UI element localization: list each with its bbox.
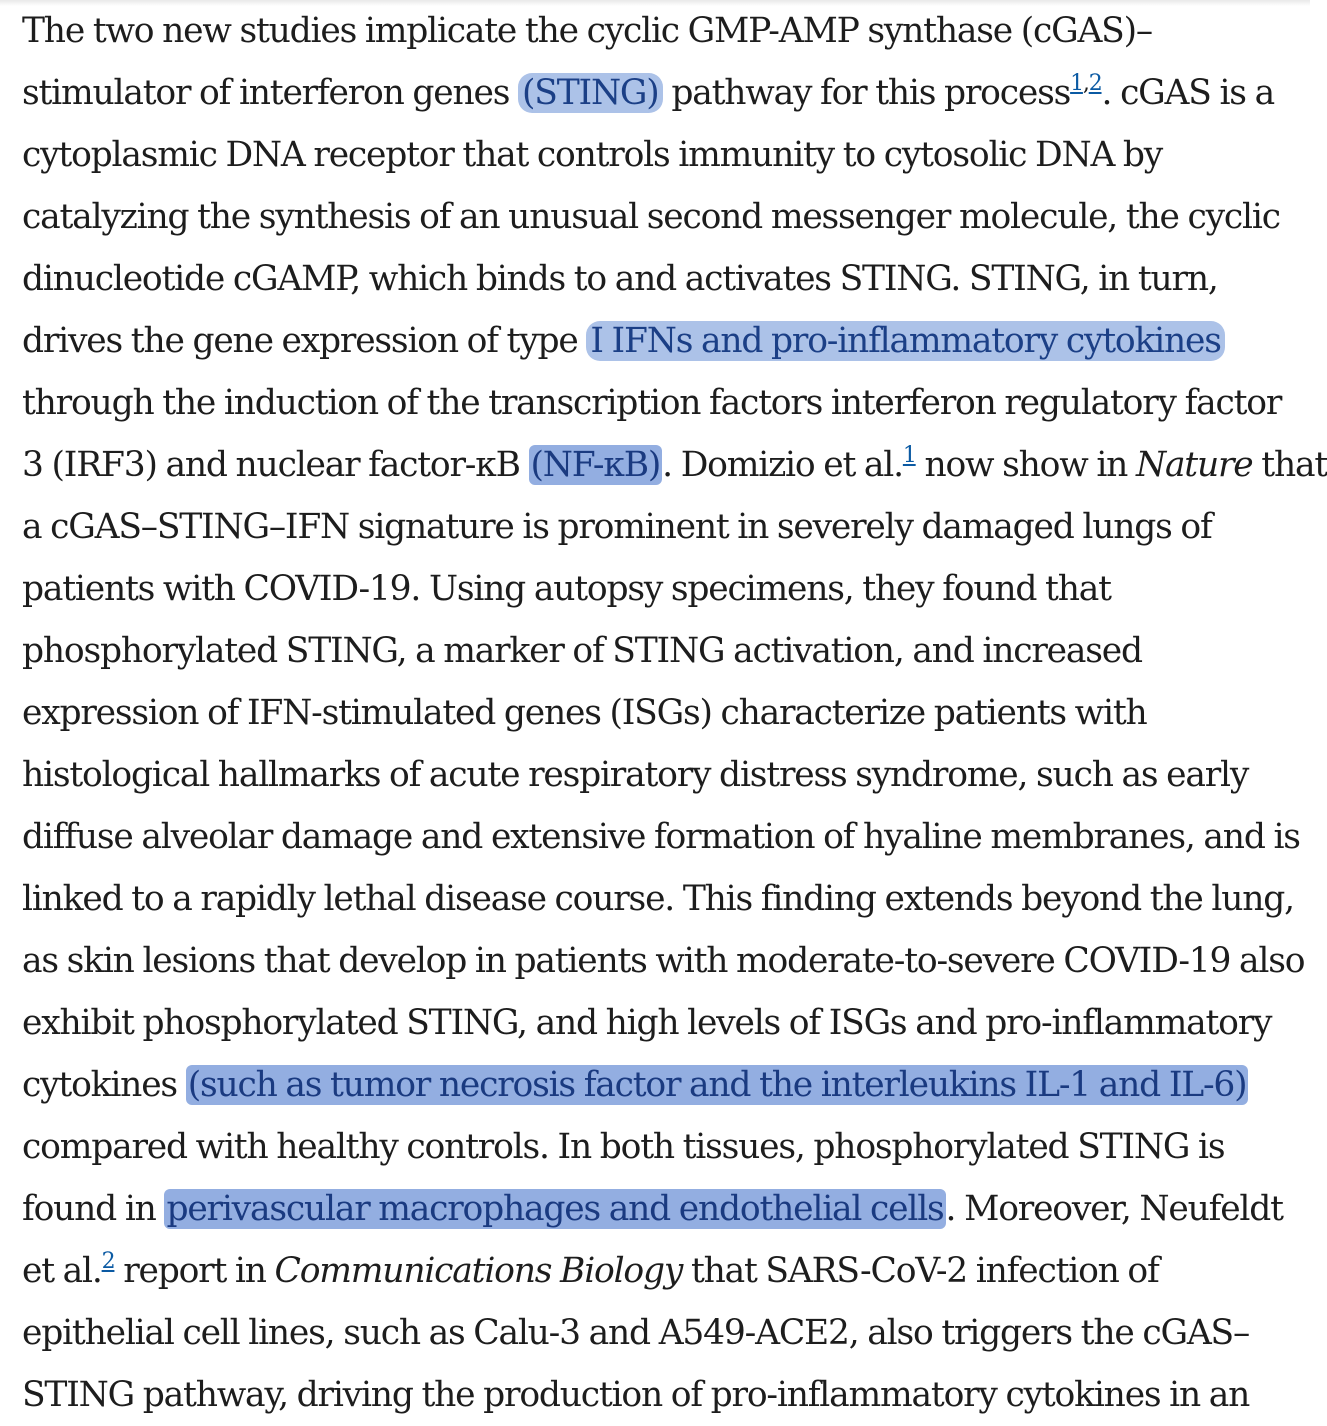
text-run: et al. xyxy=(22,1251,102,1291)
text-line xyxy=(22,992,1288,1054)
text-line xyxy=(22,186,1288,248)
text-run: that xyxy=(1252,445,1327,485)
text-run: 3 (IRF3) and nuclear factor-κB xyxy=(22,445,529,485)
text-line xyxy=(22,1240,1288,1302)
text-line xyxy=(22,744,1288,806)
text-line xyxy=(22,62,1288,124)
text-run: expression of IFN-stimulated genes (ISGs) characterize patients with xyxy=(22,693,1147,733)
text-line xyxy=(22,682,1288,744)
text-run: through the induction of the transcription factors interferon regulatory factor xyxy=(22,383,1282,423)
text-run: STING pathway, driving the production of pro-inflammatory cytokines in an xyxy=(22,1375,1250,1415)
text-run: . Domizio et al. xyxy=(662,445,903,485)
text-run: a cGAS–STING–IFN signature is prominent in severely damaged lungs of xyxy=(22,507,1212,547)
text-run: histological hallmarks of acute respiratory distress syndrome, such as early xyxy=(22,755,1249,795)
text-run: . cGAS is a xyxy=(1101,73,1274,113)
journal-name: Communications Biology xyxy=(274,1251,683,1291)
text-run: epithelial cell lines, such as Calu-3 and A549-ACE2, also triggers the cGAS– xyxy=(22,1313,1250,1353)
text-line xyxy=(22,1178,1288,1240)
reference-separator: , xyxy=(1082,71,1089,96)
text-line xyxy=(22,0,1288,62)
text-run: catalyzing the synthesis of an unusual second messenger molecule, the cyclic xyxy=(22,197,1280,237)
text-run: report in xyxy=(114,1251,275,1291)
text-run: compared with healthy controls. In both tissues, phosphorylated STING is xyxy=(22,1127,1225,1167)
text-line xyxy=(22,558,1288,620)
text-line xyxy=(22,372,1288,434)
text-line xyxy=(22,1116,1288,1178)
reference-link-1[interactable]: 1 xyxy=(1070,71,1083,96)
text-run: diffuse alveolar damage and extensive formation of hyaline membranes, and is xyxy=(22,817,1300,857)
text-line xyxy=(22,930,1305,992)
text-run: exhibit phosphorylated STING, and high levels of ISGs and pro-inflammatory xyxy=(22,1003,1272,1043)
text-run: dinucleotide cGAMP, which binds to and activates STING. STING, in turn, xyxy=(22,259,1218,299)
highlight-ifns-cytokines: I IFNs and pro-inflammatory cytokines xyxy=(586,321,1224,361)
article-paragraph xyxy=(22,0,1327,1426)
text-line xyxy=(22,248,1288,310)
text-line xyxy=(22,1364,1288,1426)
journal-name: Nature xyxy=(1135,445,1253,485)
text-run: as skin lesions that develop in patients with moderate-to-severe COVID-19 also xyxy=(22,941,1305,981)
text-run: drives the gene expression of type xyxy=(22,321,587,361)
text-run: The two new studies implicate the cyclic GMP-AMP synthase (cGAS)– xyxy=(22,11,1152,51)
text-run: stimulator of interferon genes xyxy=(22,73,519,113)
highlight-nfkb: (NF-κB) xyxy=(530,445,661,485)
highlight-sting: (STING) xyxy=(518,73,663,113)
reference-link-2[interactable]: 2 xyxy=(1088,71,1102,96)
text-line xyxy=(22,434,1327,496)
reference-link-1[interactable]: 1 xyxy=(902,443,916,468)
text-run: found in xyxy=(22,1189,165,1229)
text-line xyxy=(22,806,1300,868)
text-line xyxy=(22,310,1288,372)
reference-link-2[interactable]: 2 xyxy=(101,1249,115,1274)
highlight-tnf-interleukins: (such as tumor necrosis factor and the interleukins IL-1 and IL-6) xyxy=(187,1065,1247,1105)
text-line xyxy=(22,868,1294,930)
text-run: that SARS-CoV-2 infection of xyxy=(682,1251,1159,1291)
text-run: cytokines xyxy=(22,1065,186,1105)
text-run: phosphorylated STING, a marker of STING activation, and increased xyxy=(22,631,1142,671)
text-run: patients with COVID-19. Using autopsy specimens, they found that xyxy=(22,569,1111,609)
text-run: cytoplasmic DNA receptor that controls immunity to cytosolic DNA by xyxy=(22,135,1163,175)
highlight-macrophages-endothelial: perivascular macrophages and endothelial cells xyxy=(166,1189,944,1229)
text-run: pathway for this process xyxy=(662,73,1071,113)
text-line xyxy=(22,620,1288,682)
text-line xyxy=(22,496,1288,558)
text-run: linked to a rapidly lethal disease course. This finding extends beyond the lung, xyxy=(22,879,1294,919)
text-line xyxy=(22,1302,1288,1364)
text-line xyxy=(22,1054,1288,1116)
text-run: now show in xyxy=(915,445,1136,485)
text-run: . Moreover, Neufeldt xyxy=(945,1189,1283,1229)
text-line xyxy=(22,124,1288,186)
